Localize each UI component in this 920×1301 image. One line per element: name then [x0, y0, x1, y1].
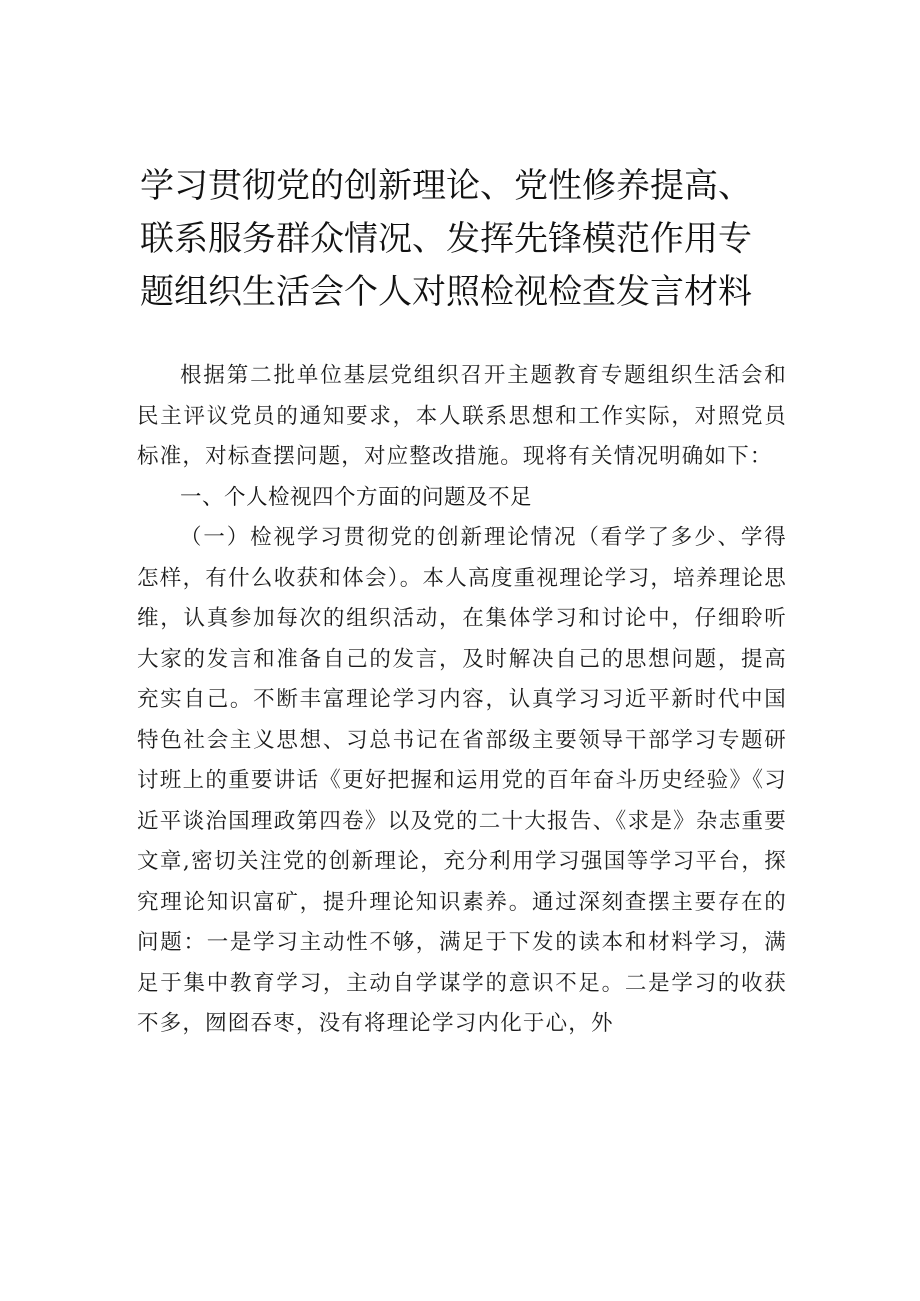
- document-title: 学习贯彻党的创新理论、党性修养提高、联系服务群众情况、发挥先锋模范作用专题组织生活会个人对照检视检查发言材料: [140, 166, 752, 312]
- intro-paragraph: 根据第二批单位基层党组织召开主题教育专题组织生活会和民主评议党员的通知要求，本人联系思想和工作实际，对照党员标准，对标查摆问题，对应整改措施。现将有关情况明确如下：: [137, 363, 787, 469]
- section-heading: 一、个人检视四个方面的问题及不足: [180, 484, 533, 510]
- section-paragraph: （一）检视学习贯彻党的创新理论情况（看学了多少、学得怎样，有什么收获和体会）。本人高度重视理论学习，培养理论思维，认真参加每次的组织活动，在集体学习和讨论中，仔细聆听大家的发言和准备自己的发言，及时解决自己的思想问题，提高充实自己。不断丰富理论学习内容，认真学习习近平新时代中国特色社会主义思想、习总书记在省部级主要领导干部学习专题研讨班上的重要讲话《更好把握和运用党的百年奋斗历史经验》《习近平谈治国理政第四卷》以及党的二十大报告、《求是》杂志重要文章,密切关注党的创新理论，充分利用学习强国等学习平台，探究理论知识富矿，提升理论知识素养。通过深刻查摆主要存在的问题：一是学习主动性不够，满足于下发的读本和材料学习，满足于集中教育学习，主动自学谋学的意识不足。二是学习的收获不多，囫囵吞枣，没有将理论学习内化于心，外: [137, 525, 787, 1036]
- document-body: [137, 356, 787, 1045]
